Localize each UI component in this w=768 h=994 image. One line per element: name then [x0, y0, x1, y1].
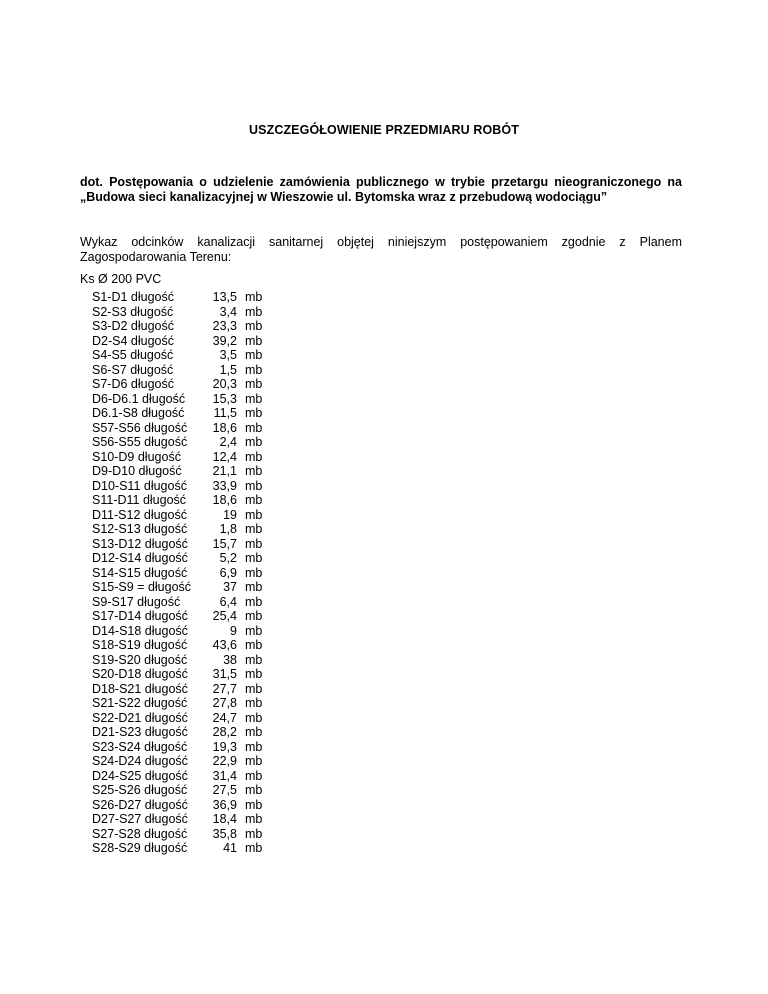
segment-row: [92, 798, 292, 813]
segment-row: [92, 769, 292, 784]
segment-name: D10-S11 długość: [92, 478, 187, 493]
segment-row: [92, 363, 292, 378]
segment-name: S3-D2 długość: [92, 319, 174, 333]
segment-unit: mb: [245, 406, 263, 420]
segment-row: [92, 435, 292, 450]
document-title: USZCZEGÓŁOWIENIE PRZEDMIARU ROBÓT: [249, 123, 519, 137]
segment-row: [92, 740, 292, 755]
segment-unit: mb: [245, 333, 263, 348]
segment-unit: mb: [245, 739, 263, 754]
segment-length: 1,8: [219, 522, 237, 536]
segment-row: [92, 421, 292, 436]
segment-row: [92, 566, 292, 581]
segment-unit: mb: [245, 536, 263, 551]
segment-name: S25-S26 długość: [92, 783, 188, 797]
segment-name: S4-S5 długość: [92, 348, 174, 362]
segment-length: 36,9: [212, 797, 237, 812]
segment-unit: mb: [245, 652, 263, 667]
segment-row: [92, 334, 292, 349]
segment-name: S12-S13 długość: [92, 522, 188, 536]
segment-name: S13-D12 długość: [92, 536, 188, 551]
segment-unit: mb: [245, 522, 263, 536]
intro-paragraph: Wykaz odcinków kanalizacji sanitarnej objętej niniejszym postępowaniem zgodnie z Planem Zagospodarowania Terenu:: [80, 235, 682, 264]
segment-name: S26-D27 długość: [92, 797, 188, 812]
segment-row: [92, 682, 292, 697]
segment-length: 25,4: [212, 609, 237, 623]
segment-row: [92, 493, 292, 508]
segment-name: S9-S17 długość: [92, 594, 181, 609]
segment-length: 11,5: [213, 406, 237, 420]
segment-unit: mb: [245, 290, 263, 304]
segment-length: 38: [223, 652, 237, 667]
segment-name: D18-S21 długość: [92, 681, 188, 696]
segment-length: 43,6: [212, 638, 237, 652]
segment-length: 31,5: [212, 667, 237, 681]
segment-length: 22,9: [212, 754, 237, 768]
segment-length: 37: [223, 580, 237, 594]
segment-name: S20-D18 długość: [92, 667, 188, 681]
segment-row: [92, 450, 292, 465]
segment-row: [92, 580, 292, 595]
segment-unit: mb: [245, 478, 263, 493]
segment-name: S10-D9 długość: [92, 449, 181, 464]
segment-name: S15-S9 = długość: [92, 580, 192, 594]
segment-name: D11-S12 długość: [92, 507, 187, 522]
segment-unit: mb: [245, 797, 263, 812]
segment-row: [92, 522, 292, 537]
segment-unit: mb: [245, 667, 263, 681]
segment-length: 9: [230, 623, 237, 638]
segment-length: 3,5: [219, 348, 237, 362]
segment-name: D6-D6.1 długość: [92, 391, 186, 406]
segment-row: [92, 290, 292, 305]
segment-length: 3,4: [219, 304, 237, 319]
segment-length: 6,9: [219, 565, 237, 580]
segment-unit: mb: [245, 681, 263, 696]
segment-length: 31,4: [212, 768, 237, 783]
segment-unit: mb: [245, 464, 263, 478]
segment-name: S27-S28 długość: [92, 826, 188, 841]
segment-row: [92, 609, 292, 624]
segment-name: S14-S15 długość: [92, 565, 188, 580]
segment-name: D6.1-S8 długość: [92, 406, 185, 420]
segment-length: 27,5: [212, 783, 237, 797]
segment-row: [92, 624, 292, 639]
segment-unit: mb: [245, 725, 263, 739]
segment-unit: mb: [245, 783, 263, 797]
segment-name: S57-S56 długość: [92, 420, 188, 435]
segment-length: 39,2: [212, 333, 237, 348]
segment-length: 15,7: [212, 536, 237, 551]
segment-name: S19-S20 długość: [92, 652, 188, 667]
segment-unit: mb: [245, 623, 263, 638]
segment-unit: mb: [245, 710, 263, 725]
segment-unit: mb: [245, 826, 263, 841]
segment-unit: mb: [245, 435, 263, 449]
segment-row: [92, 464, 292, 479]
segment-length: 2,4: [219, 435, 237, 449]
segment-unit: mb: [245, 449, 263, 464]
segment-length: 13,5: [212, 290, 237, 304]
segment-length: 27,7: [212, 681, 237, 696]
segment-length: 23,3: [212, 319, 237, 333]
segment-length: 1,5: [219, 362, 237, 377]
segment-row: [92, 319, 292, 334]
segment-row: [92, 406, 292, 421]
segment-row: [92, 508, 292, 523]
segment-name: S1-D1 długość: [92, 290, 174, 304]
segment-row: [92, 392, 292, 407]
segment-unit: mb: [245, 812, 263, 826]
segment-name: D21-S23 długość: [92, 725, 188, 739]
segment-length: 5,2: [219, 551, 237, 565]
segment-unit: mb: [245, 304, 263, 319]
document-subject: dot. Postępowania o udzielenie zamówienia publicznego w trybie przetargu nieograniczonego na „Budowa sieci kanalizacyjnej w Wieszowie ul. Bytomska wraz z przebudową wodociągu”: [80, 175, 682, 204]
segment-unit: mb: [245, 754, 263, 768]
segment-length: 19,3: [212, 739, 237, 754]
segment-length: 18,6: [212, 420, 237, 435]
segment-name: D12-S14 długość: [92, 551, 188, 565]
segment-row: [92, 595, 292, 610]
segment-row: [92, 696, 292, 711]
segment-row: [92, 551, 292, 566]
segment-name: D24-S25 długość: [92, 768, 188, 783]
segment-unit: mb: [245, 493, 263, 507]
segment-length: 41: [223, 841, 237, 855]
segment-length: 12,4: [212, 449, 237, 464]
segment-length: 28,2: [212, 725, 237, 739]
segment-length: 33,9: [212, 478, 237, 493]
segment-row: [92, 841, 292, 856]
segment-name: S56-S55 długość: [92, 435, 188, 449]
segment-row: [92, 377, 292, 392]
segment-length: 18,6: [212, 493, 237, 507]
segment-list: [92, 290, 292, 856]
segment-name: S24-D24 długość: [92, 754, 188, 768]
segment-unit: mb: [245, 420, 263, 435]
segment-name: S23-S24 długość: [92, 739, 188, 754]
segment-length: 21,1: [212, 464, 237, 478]
segment-unit: mb: [245, 841, 263, 855]
segment-unit: mb: [245, 507, 263, 522]
segment-length: 27,8: [212, 696, 237, 710]
segment-length: 35,8: [212, 826, 237, 841]
segment-unit: mb: [245, 565, 263, 580]
pipe-spec: Ks Ø 200 PVC: [80, 272, 162, 286]
segment-unit: mb: [245, 362, 263, 377]
segment-name: S21-S22 długość: [92, 696, 188, 710]
segment-name: S7-D6 długość: [92, 377, 174, 391]
segment-row: [92, 783, 292, 798]
segment-unit: mb: [245, 348, 263, 362]
segment-length: 6,4: [219, 594, 237, 609]
segment-unit: mb: [245, 377, 263, 391]
segment-name: D9-D10 długość: [92, 464, 182, 478]
segment-row: [92, 812, 292, 827]
segment-unit: mb: [245, 768, 263, 783]
segment-length: 20,3: [212, 377, 237, 391]
segment-unit: mb: [245, 391, 263, 406]
segment-length: 19: [223, 507, 237, 522]
segment-name: S2-S3 długość: [92, 304, 174, 319]
segment-name: D27-S27 długość: [92, 812, 188, 826]
segment-row: [92, 305, 292, 320]
segment-unit: mb: [245, 638, 263, 652]
segment-row: [92, 653, 292, 668]
segment-name: D2-S4 długość: [92, 333, 174, 348]
segment-row: [92, 479, 292, 494]
segment-length: 15,3: [212, 391, 237, 406]
segment-unit: mb: [245, 319, 263, 333]
segment-row: [92, 754, 292, 769]
segment-unit: mb: [245, 580, 263, 594]
segment-row: [92, 638, 292, 653]
segment-length: 18,4: [212, 812, 237, 826]
segment-name: S6-S7 długość: [92, 362, 174, 377]
segment-unit: mb: [245, 551, 263, 565]
segment-name: S11-D11 długość: [92, 493, 187, 507]
segment-row: [92, 827, 292, 842]
segment-row: [92, 537, 292, 552]
segment-row: [92, 667, 292, 682]
segment-unit: mb: [245, 609, 263, 623]
segment-unit: mb: [245, 594, 263, 609]
segment-name: S18-S19 długość: [92, 638, 188, 652]
segment-name: S22-D21 długość: [92, 710, 188, 725]
segment-unit: mb: [245, 696, 263, 710]
segment-name: S28-S29 długość: [92, 841, 188, 855]
segment-row: [92, 348, 292, 363]
segment-name: S17-D14 długość: [92, 609, 188, 623]
segment-name: D14-S18 długość: [92, 623, 188, 638]
segment-length: 24,7: [212, 710, 237, 725]
segment-row: [92, 725, 292, 740]
segment-row: [92, 711, 292, 726]
